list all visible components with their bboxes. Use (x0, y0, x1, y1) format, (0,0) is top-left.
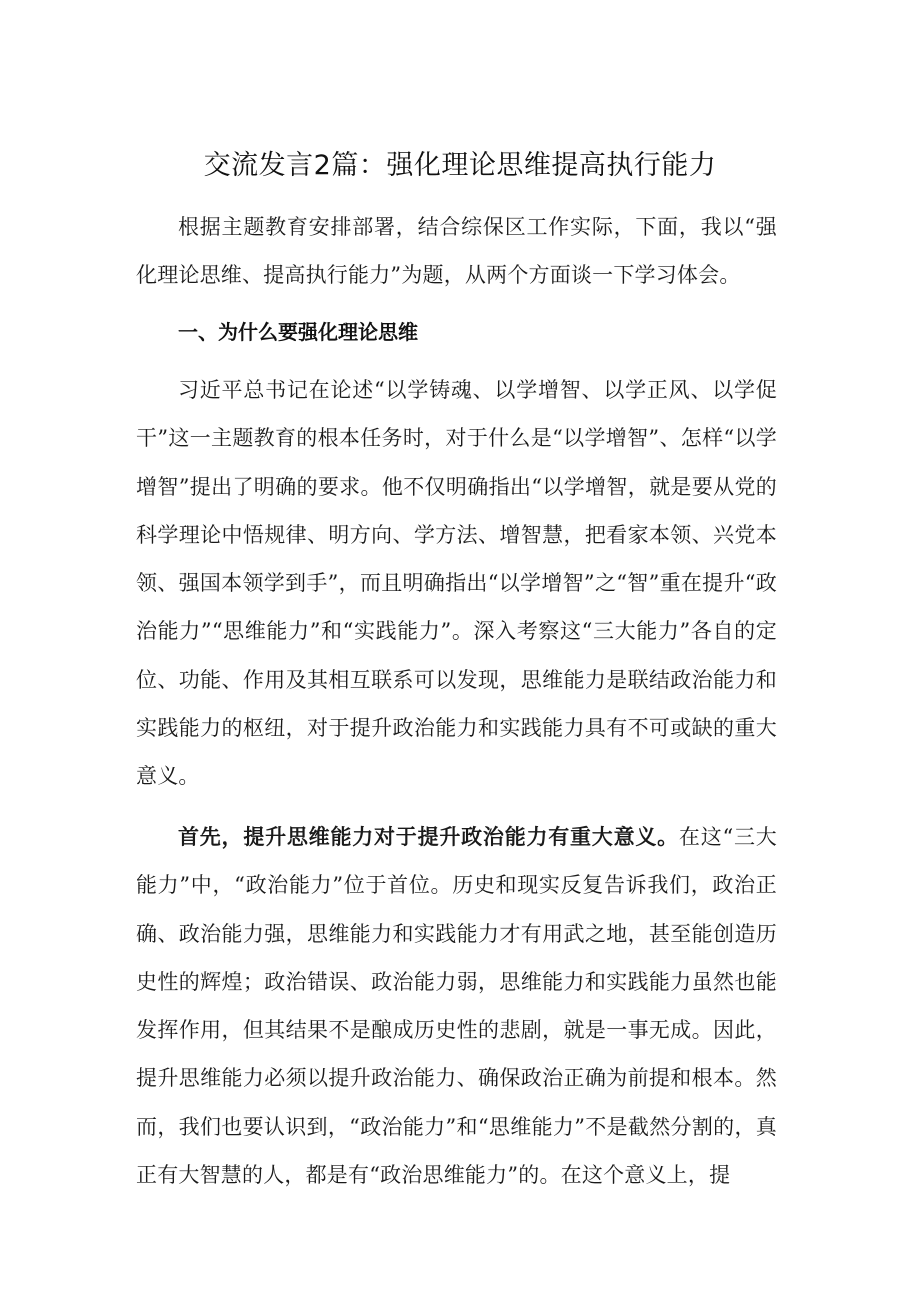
section-heading: 一、为什么要强化理论思维 (178, 320, 418, 344)
body-paragraph-1: 习近平总书记在论述“以学铸魂、以学增智、以学正风、以学促干”这一主题教育的根本任务时，对于什么是“以学增智”、怎样“以学增智”提出了明确的要求。他不仅明确指出“以学增智，就是要从党的科学理论中悟规律、明方向、学方法、增智慧，把看家本领、兴党本领、强国本领学到手”，而且明确指出“以学增智”之“智”重在提升“政治能力”“思维能力”和“实践能力”。深入考察这“三大能力”各自的定位、功能、作用及其相互联系可以发现，思维能力是联结政治能力和实践能力的枢纽，对于提升政治能力和实践能力具有不可或缺的重大意义。 (136, 378, 777, 789)
paragraph-2-lead: 首先，提升思维能力对于提升政治能力有重大意义。 (178, 825, 679, 849)
document-title: 交流发言2篇：强化理论思维提高执行能力 (203, 150, 717, 181)
intro-paragraph: 根据主题教育安排部署，结合综保区工作实际，下面，我以“强化理论思维、提高执行能力”为题，从两个方面谈一下学习体会。 (136, 215, 777, 288)
body-paragraph-2 (136, 813, 777, 1199)
paragraph-2-body: 在这“三大能力”中，“政治能力”位于首位。历史和现实反复告诉我们，政治正确、政治能力强，思维能力和实践能力才有用武之地，甚至能创造历史性的辉煌；政治错误、政治能力弱，思维能力和实践能力虽然也能发挥作用，但其结果不是酿成历史性的悲剧，就是一事无成。因此，提升思维能力必须以提升政治能力、确保政治正确为前提和根本。然而，我们也要认识到，“政治能力”和“思维能力”不是截然分割的，真正有大智慧的人，都是有“政治思维能力”的。在这个意义上，提 (136, 825, 777, 1188)
